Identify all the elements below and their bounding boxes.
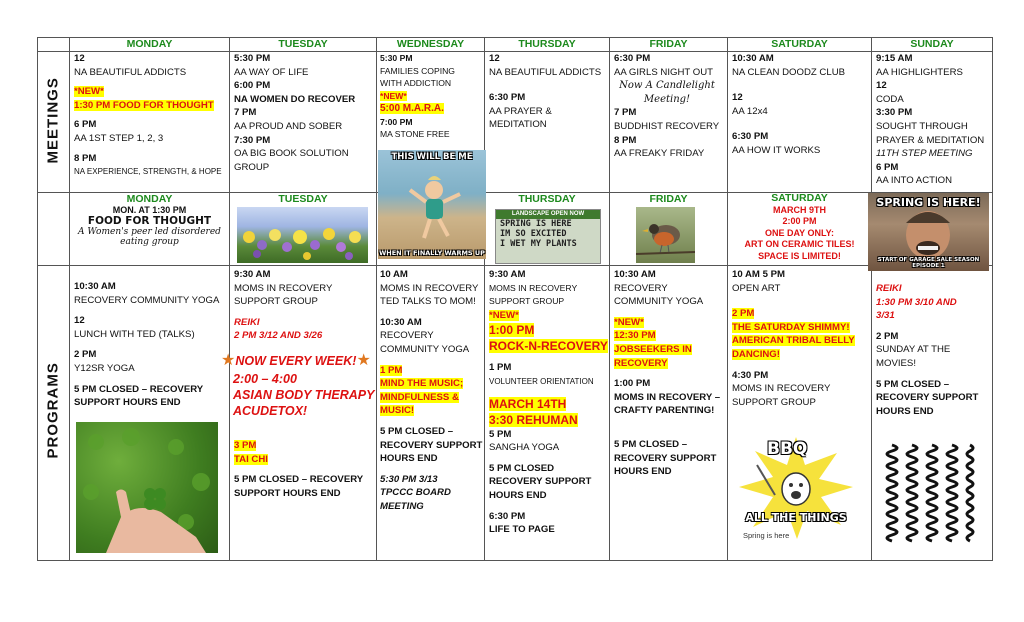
grid-line (37, 265, 992, 266)
closing-note: 5 PM CLOSED – RECOVERY (234, 474, 364, 486)
program-time: 1:00 PM (489, 323, 535, 338)
program-time: 3/31 (876, 310, 895, 322)
meeting-name: AA PROUD AND SOBER (234, 120, 343, 132)
program-name: LUNCH WITH TED (TALKS) (74, 328, 195, 340)
closing-note: HOURS END (614, 466, 672, 478)
program-name: JOBSEEKERS IN (614, 343, 692, 355)
program-time: 2 PM (74, 349, 97, 361)
program-name: SUPPORT GROUP (234, 296, 318, 308)
meeting-name: 11TH STEP MEETING (876, 148, 973, 160)
new-badge: *NEW* (74, 86, 104, 98)
meetings-thursday (489, 52, 601, 132)
program-name: COMMUNITY YOGA (380, 343, 470, 355)
grid-line (992, 37, 993, 561)
day-header-monday: MONDAY (126, 38, 173, 50)
day-header-saturday: SATURDAY (771, 38, 828, 50)
program-time: 2 PM (876, 330, 899, 342)
meeting-time: 5:30 PM (234, 53, 271, 64)
meeting-name: BUDDHIST RECOVERY (614, 120, 720, 132)
closing-note: RECOVERY SUPPORT (876, 392, 979, 404)
programs-sunday (876, 282, 978, 418)
program-name: MIND THE MUSIC; (380, 378, 464, 390)
program-name: VOLUNTEER ORIENTATION (489, 376, 594, 386)
program-time: 10:30 AM (74, 281, 116, 292)
program-time: 12:30 PM (614, 330, 656, 342)
program-name: TPCCC BOARD (380, 487, 451, 499)
program-name: RECOVERY (380, 330, 434, 342)
robin-illustration (636, 207, 695, 263)
meeting-name: PRAYER & MEDITATION (876, 134, 985, 146)
meeting-name: NA EXPERIENCE, STRENGTH, & HOPE (74, 167, 222, 177)
program-name: DANCING! (732, 348, 780, 360)
program-name: RECOVERY (614, 282, 668, 294)
program-name: MEETING (380, 500, 424, 512)
promo-saturday (728, 193, 871, 262)
programs-friday (614, 268, 720, 479)
day-header-thursday: THURSDAY (518, 38, 576, 50)
meeting-name: AA PRAYER & (489, 105, 552, 117)
meeting-name: AA 12x4 (732, 105, 768, 117)
meme-image-warm (378, 150, 486, 259)
grid-line (609, 37, 610, 561)
closing-note: HOURS END (489, 489, 547, 501)
promo-description: eating group (120, 237, 179, 247)
meeting-name: AA GIRLS NIGHT OUT (614, 66, 713, 78)
program-name: MOMS IN RECOVERY (380, 282, 479, 294)
meetings-sunday (876, 52, 984, 188)
bbq-caption: BBQ (767, 439, 808, 459)
program-name: TED TALKS TO MOM! (380, 296, 476, 308)
program-name: AMERICAN TRIBAL BELLY (732, 335, 855, 347)
bbq-caption: ALL THE THINGS (745, 511, 847, 524)
program-time: 5:30 PM 3/13 (380, 473, 438, 485)
springs-image (882, 440, 977, 545)
meeting-time: 6:30 PM (614, 53, 651, 64)
promo-friday (610, 193, 727, 205)
closing-note: 5 PM CLOSED – (876, 378, 950, 390)
program-name: MOMS IN RECOVERY – (614, 391, 721, 403)
meeting-name: CODA (876, 93, 904, 105)
promo-title: ONE DAY ONLY: (764, 227, 835, 238)
program-time: 1:00 PM (614, 378, 651, 390)
closing-note: 5 PM CLOSED – (380, 425, 454, 437)
meeting-name: AA WAY OF LIFE (234, 66, 309, 78)
section-label-meetings: MEETINGS (44, 77, 62, 164)
new-badge: *NEW* (614, 316, 644, 328)
program-name: SUNDAY AT THE (876, 344, 951, 356)
programs-monday (74, 280, 219, 410)
meeting-name: NA WOMEN DO RECOVER (234, 93, 356, 105)
meetings-monday (74, 52, 222, 179)
promo-time: MON. AT 1:30 PM (112, 205, 187, 215)
sign-line: SPRING IS HERE (500, 219, 572, 229)
meetings-friday (614, 52, 720, 161)
programs-thursday (489, 268, 608, 537)
meeting-time: 6 PM (876, 161, 899, 173)
program-name: MOMS IN RECOVERY (489, 282, 578, 293)
program-time: 2:00 – 4:00 (233, 372, 297, 386)
meetings-wednesday (380, 52, 455, 141)
meme-caption-top: THIS WILL BE ME (391, 152, 473, 162)
meme-caption-bottom: WHEN IT FINALLY WARMS UP (379, 249, 485, 257)
sign-line: IM SO EXCITED (500, 229, 567, 239)
meeting-time: 6:30 PM (732, 131, 769, 143)
meeting-time: 8 PM (614, 134, 637, 146)
day-header-sunday: SUNDAY (910, 38, 954, 50)
meeting-name: WITH ADDICTION (380, 78, 452, 88)
child-on-beach-illustration (378, 150, 486, 259)
closing-note: SUPPORT HOURS END (74, 397, 181, 409)
program-name: TAI CHI (234, 453, 268, 465)
program-name: MINDFULNESS & (380, 391, 459, 403)
promo-day-label: SATURDAY (771, 192, 828, 204)
grid-line (37, 560, 992, 561)
sign-header: LANDSCAPE OPEN NOW (496, 210, 600, 219)
promo-day-label: FRIDAY (649, 193, 688, 205)
program-name: MUSIC! (380, 405, 415, 417)
program-name: OPEN ART (732, 282, 781, 294)
grid-line (37, 37, 38, 561)
flowers-illustration (237, 207, 368, 263)
new-badge: *NEW* (380, 90, 407, 101)
program-time: 4:30 PM (732, 369, 769, 381)
meeting-name: OA BIG BOOK SOLUTION (234, 148, 349, 160)
meeting-time: 12 (74, 53, 85, 64)
closing-note: 5 PM CLOSED (489, 462, 555, 474)
meeting-name: NA BEAUTIFUL ADDICTS (74, 66, 187, 78)
meme-caption-bottom: START OF GARAGE SALE SEASON EPISODE 1 (877, 257, 980, 269)
grid-line (376, 37, 377, 561)
program-time: 1 PM (380, 364, 403, 376)
closing-note: HOURS END (876, 405, 934, 417)
meeting-name: 1:30 PM FOOD FOR THOUGHT (74, 99, 214, 111)
promo-day-label: THURSDAY (518, 193, 576, 205)
meeting-time: 12 (732, 92, 743, 104)
meetings-saturday (732, 52, 845, 158)
grid-line (727, 37, 728, 561)
new-badge: *NEW* (489, 309, 519, 321)
coil-springs-illustration (882, 440, 977, 545)
meeting-time: 7 PM (234, 107, 257, 119)
program-name: Y12SR YOGA (74, 362, 135, 374)
meeting-time: 8 PM (74, 152, 97, 164)
meeting-name: NA BEAUTIFUL ADDICTS (489, 66, 602, 78)
promo-day-label: TUESDAY (278, 193, 328, 205)
program-name: RECOVERY (614, 357, 668, 369)
meeting-time: 6:00 PM (234, 80, 271, 92)
program-name: 3:30 REHUMAN (489, 412, 578, 427)
program-time: 5 PM (489, 428, 512, 440)
grid-line (484, 37, 485, 561)
program-time: 9:30 AM (489, 269, 526, 280)
grid-line (229, 37, 230, 561)
program-name: SUPPORT GROUP (489, 296, 565, 307)
meeting-time: 3:30 PM (876, 107, 913, 119)
program-time: 10 AM 5 PM (732, 269, 785, 280)
promo-title: FOOD FOR THOUGHT (87, 215, 212, 227)
meeting-name: AA HIGHLIGHTERS (876, 66, 963, 78)
meeting-note: Now A Candlelight (619, 80, 715, 92)
meeting-name: SOUGHT THROUGH (876, 120, 968, 132)
meeting-time: 12 (489, 53, 500, 64)
day-header-tuesday: TUESDAY (278, 38, 328, 50)
meetings-tuesday (234, 52, 355, 174)
promo-date: MARCH 9TH (773, 204, 826, 215)
promo-time: 2:00 PM (782, 216, 817, 226)
programs-wednesday (380, 268, 482, 514)
closing-note: HOURS END (380, 453, 438, 465)
promo-day-label: MONDAY (126, 193, 173, 205)
program-name: COMMUNITY YOGA (614, 296, 704, 308)
programs-tuesday-lower (234, 439, 363, 500)
program-time: 2 PM (732, 308, 755, 320)
meeting-time: 6:30 PM (489, 92, 526, 104)
bbq-meme-image (737, 435, 855, 545)
hand-with-clover-illustration (76, 422, 218, 553)
program-name: MOVIES! (876, 357, 916, 369)
promo-headline: NOW EVERY WEEK! (235, 354, 357, 368)
program-time: 10:30 AM (380, 316, 422, 328)
day-header-wednesday: WEDNESDAY (396, 38, 465, 50)
meeting-time: 10:30 AM (732, 53, 774, 64)
clover-hand-image (76, 422, 218, 553)
program-name: MOMS IN RECOVERY (732, 383, 831, 395)
spring-flowers-image (237, 207, 368, 263)
program-name: SUPPORT GROUP (732, 396, 816, 408)
program-name: ASIAN BODY THERAPY (233, 388, 375, 402)
program-name: SANGHA YOGA (489, 442, 560, 454)
meeting-name: 5:00 M.A.R.A. (380, 103, 444, 114)
meeting-note: Meeting! (643, 93, 691, 105)
meeting-time: 12 (876, 80, 887, 92)
program-time: 9:30 AM (234, 269, 271, 280)
program-time: 10:30 AM (614, 269, 656, 280)
closing-note: RECOVERY SUPPORT (380, 439, 483, 451)
robin-bird-image (636, 207, 695, 263)
star-icon: ★ (356, 352, 371, 369)
promo-title: ART ON CERAMIC TILES! (744, 239, 855, 249)
program-name: CRAFTY PARENTING! (614, 405, 715, 417)
closing-note: SUPPORT HOURS END (234, 487, 341, 499)
meeting-name: AA INTO ACTION (876, 175, 953, 187)
program-time: 1:30 PM 3/10 AND (876, 296, 957, 308)
program-date: MARCH 14TH (489, 396, 567, 411)
meme-image-spring (868, 193, 989, 271)
star-icon: ★ (221, 352, 236, 369)
meeting-name: AA 1ST STEP 1, 2, 3 (74, 132, 164, 144)
meeting-time: 5:30 PM (380, 53, 413, 63)
programs-saturday (732, 268, 855, 409)
program-time: 6:30 PM (489, 510, 526, 522)
bbq-subcaption: Spring is here (743, 531, 790, 540)
meeting-name: AA HOW IT WORKS (732, 144, 821, 156)
grid-line (69, 37, 70, 561)
day-header-friday: FRIDAY (649, 38, 688, 50)
meeting-time: 6 PM (74, 119, 97, 131)
program-time: 3 PM (234, 440, 257, 451)
meeting-name: AA FREAKY FRIDAY (614, 148, 705, 160)
meeting-time: 9:15 AM (876, 53, 913, 64)
closing-note: RECOVERY SUPPORT (614, 452, 717, 464)
program-name: MOMS IN RECOVERY (234, 282, 333, 294)
program-name: LIFE TO PAGE (489, 524, 555, 536)
promo-tuesday (230, 193, 376, 205)
promo-description: A Women's peer led disordered (78, 227, 221, 237)
acudetox-promo (221, 353, 376, 419)
promo-monday (70, 193, 229, 247)
meeting-time: 7:30 PM (234, 134, 271, 146)
meeting-name: MA STONE FREE (380, 129, 450, 139)
program-name: ACUDETOX! (233, 404, 308, 418)
program-name: THE SATURDAY SHIMMY! (732, 321, 850, 333)
meme-caption-top: SPRING IS HERE! (876, 196, 981, 209)
program-time: 12 (74, 315, 85, 327)
program-name: ROCK-N-RECOVERY (489, 339, 608, 354)
program-name: RECOVERY COMMUNITY YOGA (74, 294, 220, 306)
meeting-time: 7 PM (614, 107, 637, 119)
meeting-name: GROUP (234, 161, 270, 173)
promo-note: SPACE IS LIMITED! (758, 250, 841, 261)
meeting-time: 7:00 PM (380, 116, 413, 127)
meeting-name: NA CLEAN DOODZ CLUB (732, 66, 846, 78)
programs-tuesday (234, 268, 332, 350)
meeting-name: FAMILIES COPING (380, 65, 455, 76)
closing-note: 5 PM CLOSED – RECOVERY (74, 383, 204, 395)
program-time: 1 PM (489, 362, 512, 374)
promo-thursday (485, 193, 609, 205)
program-name: REIKI (876, 283, 902, 294)
section-label-programs: PROGRAMS (44, 362, 62, 459)
program-time: 10 AM (380, 269, 408, 280)
meeting-name: MEDITATION (489, 119, 547, 131)
spring-sign-image (495, 209, 601, 264)
sign-line: I WET MY PLANTS (500, 239, 577, 249)
program-name: REIKI (234, 316, 260, 328)
program-time: 2 PM 3/12 AND 3/26 (234, 330, 323, 342)
grid-line (871, 37, 872, 561)
closing-note: 5 PM CLOSED – (614, 438, 688, 450)
closing-note: RECOVERY SUPPORT (489, 476, 592, 488)
